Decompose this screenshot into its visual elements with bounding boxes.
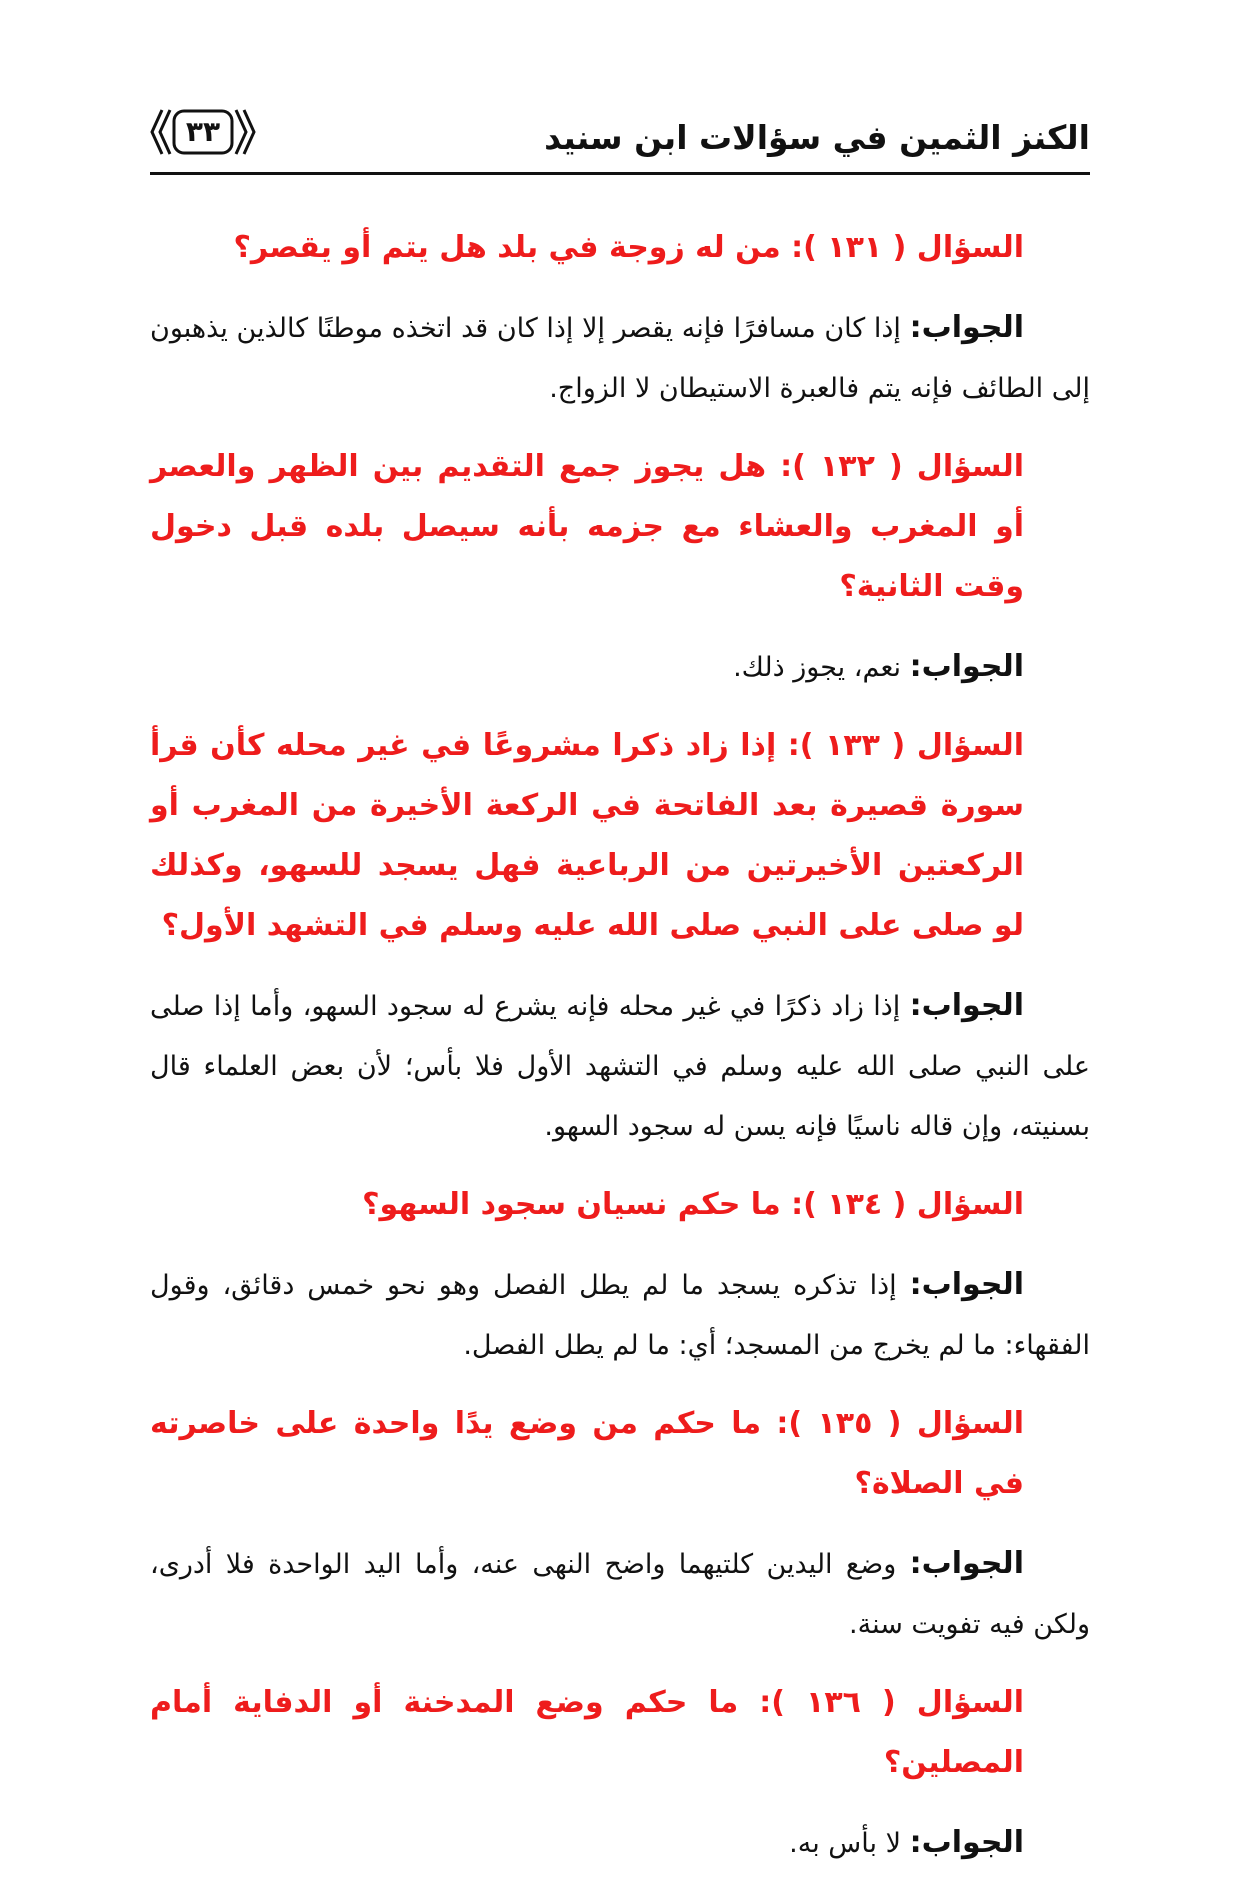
- question: [150, 437, 1090, 617]
- qa-block: [150, 1175, 1090, 1376]
- question-text: ما حكم وضع المدخنة أو الدفاية أمام المصلين؟: [150, 1685, 1024, 1780]
- question-text: من له زوجة في بلد هل يتم أو يقصر؟: [233, 230, 781, 265]
- question-label: السؤال ( ١٣٥ ):: [776, 1406, 1025, 1441]
- page-number: ٣٣: [185, 115, 221, 148]
- answer-label: الجواب:: [909, 988, 1024, 1023]
- answer-label: الجواب:: [909, 1267, 1025, 1302]
- question-label: السؤال ( ١٣١ ):: [791, 230, 1024, 265]
- question-text: إذا زاد ذكرا مشروعًا في غير محله كأن قرأ سورة قصيرة بعد الفاتحة في الركعة الأخيرة من المغرب أو الركعتين الأخيرتين من الرباعية فهل يسجد للسهو، وكذلك لو صلى على النبي صلى الله عليه وسلم في التشهد الأول؟: [150, 728, 1024, 943]
- answer-label: الجواب:: [909, 1546, 1024, 1581]
- answer-text: إذا كان مسافرًا فإنه يقصر إلا إذا كان قد اتخذه موطنًا كالذين يذهبون إلى الطائف فإنه يتم فالعبرة الاستيطان لا الزواج.: [150, 313, 1090, 404]
- qa-content: [150, 218, 1090, 1892]
- answer-label: الجواب:: [909, 649, 1024, 684]
- page-number-badge: [150, 106, 256, 158]
- answer-text: نعم، يجوز ذلك.: [733, 652, 901, 683]
- answer-label: الجواب:: [909, 310, 1024, 345]
- header-divider: [150, 172, 1090, 175]
- answer: [150, 1534, 1090, 1655]
- page-header: [150, 104, 1090, 174]
- question-label: السؤال ( ١٣٦ ):: [759, 1685, 1024, 1720]
- question: [150, 1673, 1090, 1793]
- qa-block: [150, 1394, 1090, 1655]
- qa-block: [150, 437, 1090, 698]
- answer-label: الجواب:: [909, 1825, 1024, 1860]
- question-text: ما حكم نسيان سجود السهو؟: [362, 1187, 781, 1222]
- question: [150, 218, 1090, 278]
- question-label: السؤال ( ١٣٤ ):: [791, 1187, 1024, 1222]
- question: [150, 1175, 1090, 1235]
- answer: [150, 298, 1090, 419]
- answer-text: وضع اليدين كلتيهما واضح النهى عنه، وأما اليد الواحدة فلا أدرى، ولكن فيه تفويت سنة.: [150, 1549, 1090, 1640]
- book-title: الكنز الثمين في سؤالات ابن سنيد: [544, 118, 1090, 157]
- answer-text: إذا تذكره يسجد ما لم يطل الفصل وهو نحو خمس دقائق، وقول الفقهاء: ما لم يخرج من المسجد؛ أي: ما لم يطل الفصل.: [150, 1270, 1090, 1361]
- answer: [150, 976, 1090, 1157]
- qa-block: [150, 218, 1090, 419]
- answer: [150, 637, 1090, 698]
- question: [150, 716, 1090, 956]
- answer-text: لا بأس به.: [789, 1828, 901, 1859]
- question-text: هل يجوز جمع التقديم بين الظهر والعصر أو المغرب والعشاء مع جزمه بأنه سيصل بلده قبل دخول وقت الثانية؟: [150, 449, 1024, 604]
- answer-text: إذا زاد ذكرًا في غير محله فإنه يشرع له سجود السهو، وأما إذا صلى على النبي صلى الله عليه وسلم في التشهد الأول فلا بأس؛ لأن بعض العلماء قال بسنيته، وإن قاله ناسيًا فإنه يسن له سجود السهو.: [150, 991, 1090, 1142]
- qa-block: [150, 716, 1090, 1157]
- question-label: السؤال ( ١٣٣ ):: [787, 728, 1025, 763]
- qa-block: [150, 1673, 1090, 1874]
- answer: [150, 1255, 1090, 1376]
- question-text: ما حكم من وضع يدًا واحدة على خاصرته في الصلاة؟: [150, 1406, 1024, 1501]
- question: [150, 1394, 1090, 1514]
- question-label: السؤال ( ١٣٢ ):: [780, 449, 1025, 484]
- answer: [150, 1813, 1090, 1874]
